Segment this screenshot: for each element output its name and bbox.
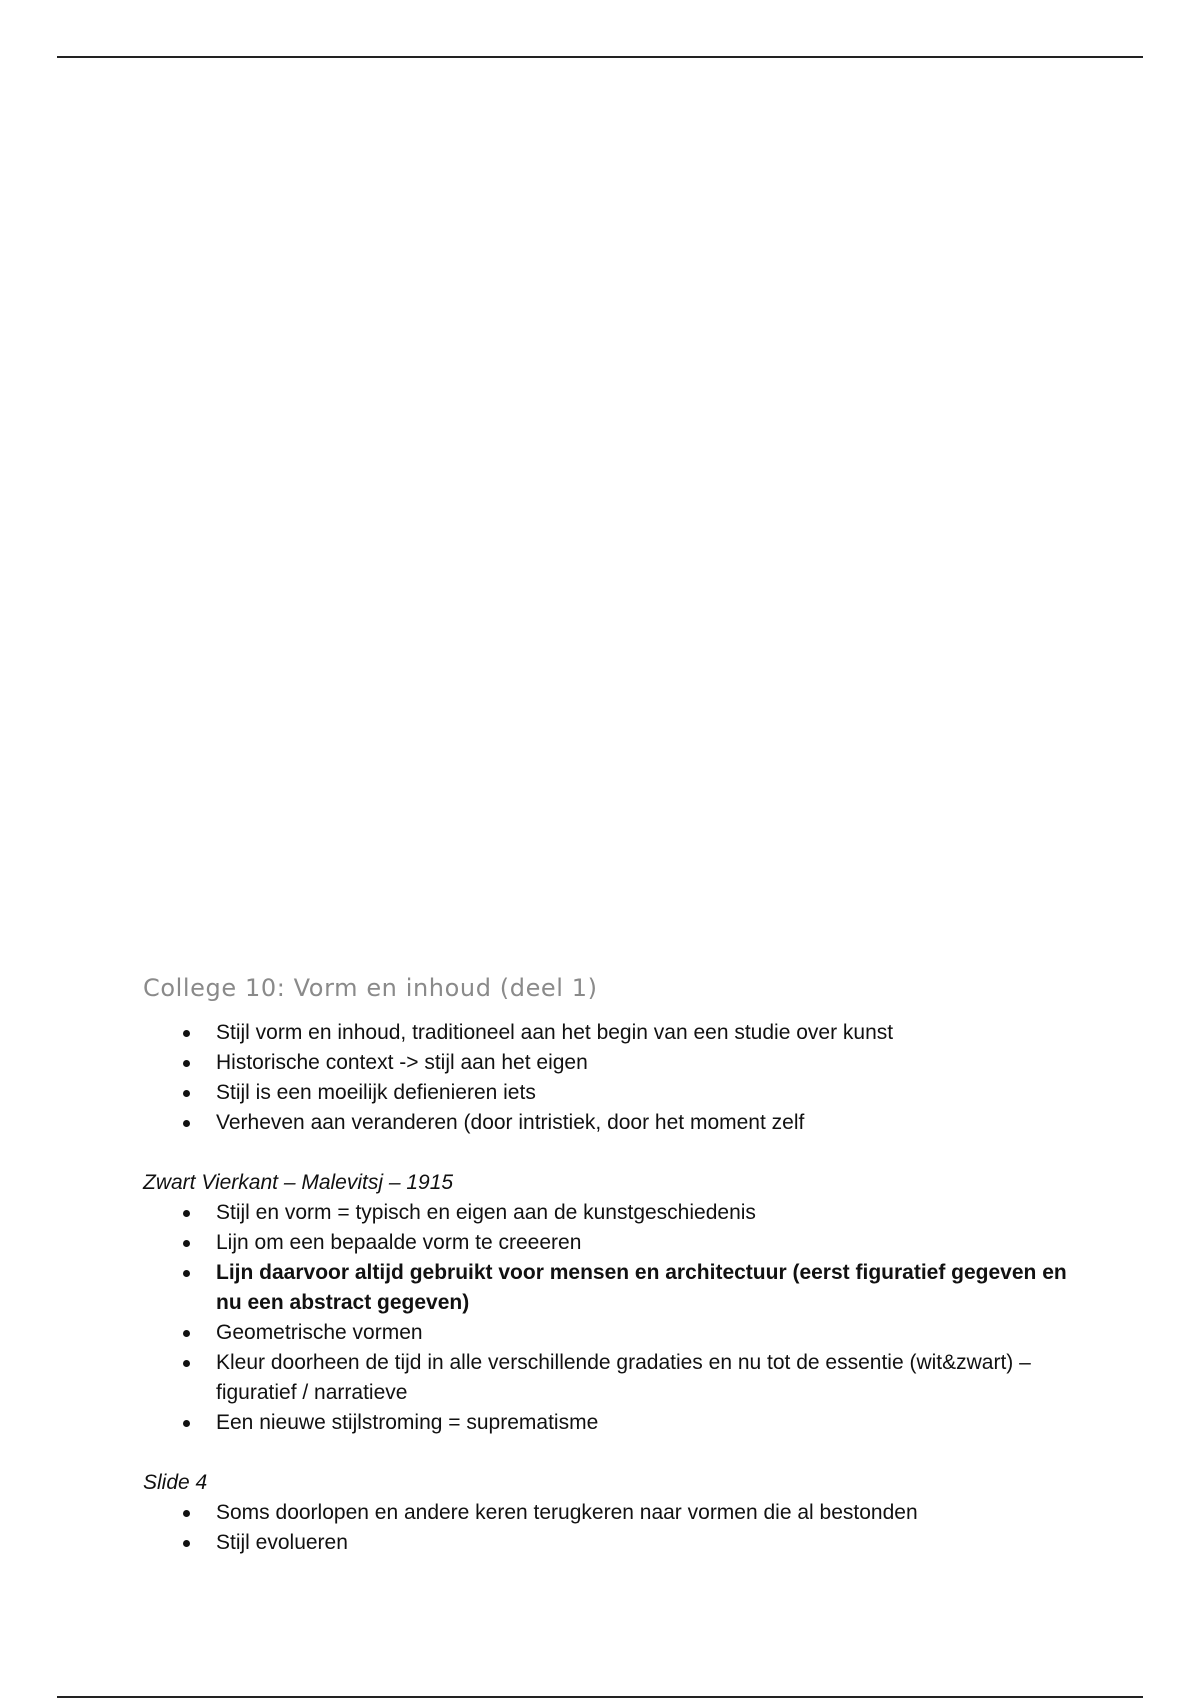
section-1-bullet-list bbox=[143, 1198, 1083, 1438]
header-rule bbox=[57, 56, 1143, 58]
spacer bbox=[143, 1438, 1083, 1468]
section-2-bullet-list bbox=[143, 1498, 1083, 1558]
document-body bbox=[143, 972, 1083, 1558]
list-item: Historische context -> stijl aan het eigen bbox=[143, 1048, 1083, 1078]
page-title: College 10: Vorm en inhoud (deel 1) bbox=[143, 974, 598, 1002]
list-item: Stijl evolueren bbox=[143, 1528, 1083, 1558]
spacer bbox=[143, 1138, 1083, 1168]
list-item-bold: Lijn daarvoor altijd gebruikt voor mensen en architectuur (eerst figuratief gegeven en nu een abstract gegeven) bbox=[143, 1258, 1083, 1318]
list-item: Stijl is een moeilijk defienieren iets bbox=[143, 1078, 1083, 1108]
list-item: Een nieuwe stijlstroming = suprematisme bbox=[143, 1408, 1083, 1438]
list-item: Stijl en vorm = typisch en eigen aan de kunstgeschiedenis bbox=[143, 1198, 1083, 1228]
list-item: Verheven aan veranderen (door intristiek, door het moment zelf bbox=[143, 1108, 1083, 1138]
intro-bullet-list bbox=[143, 1018, 1083, 1138]
footer-rule bbox=[57, 1696, 1143, 1698]
list-item: Kleur doorheen de tijd in alle verschillende gradaties en nu tot de essentie (wit&zwart) – figuratief / narratieve bbox=[143, 1348, 1083, 1408]
section-title-zwart-vierkant: Zwart Vierkant – Malevitsj – 1915 bbox=[143, 1171, 454, 1194]
list-item: Stijl vorm en inhoud, traditioneel aan het begin van een studie over kunst bbox=[143, 1018, 1083, 1048]
list-item: Lijn om een bepaalde vorm te creeeren bbox=[143, 1228, 1083, 1258]
list-item: Geometrische vormen bbox=[143, 1318, 1083, 1348]
list-item: Soms doorlopen en andere keren terugkeren naar vormen die al bestonden bbox=[143, 1498, 1083, 1528]
section-title-slide-4: Slide 4 bbox=[143, 1471, 208, 1494]
